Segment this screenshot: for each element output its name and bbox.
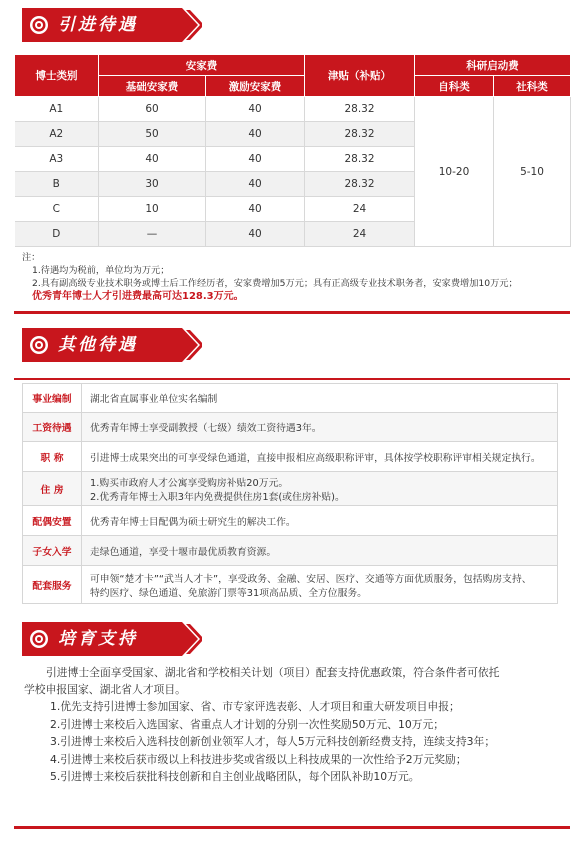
notes-label: 注： [22,252,41,263]
row-label: 住 房 [23,472,82,506]
row-value: 湖北省直属事业单位实名编制 [82,384,558,413]
cell-incentive: 40 [206,172,305,197]
header-research: 科研启动费 [415,55,571,76]
intro-line-2: 学校申报国家、湖北省人才项目。 [24,683,186,696]
cell-research-soc: 5-10 [494,97,571,247]
cell-category: D [15,222,99,247]
row-label: 职 称 [23,442,82,472]
row-value: 走绿色通道，享受十堰市最优质教育资源。 [82,536,558,566]
header-settle-incentive: 激励安家费 [206,76,305,97]
cell-incentive: 40 [206,122,305,147]
cell-basic: 40 [99,147,206,172]
notes-highlight: 优秀青年博士人才引进费最高可达128.3万元。 [32,291,244,302]
cell-category: A3 [15,147,99,172]
cell-category: A2 [15,122,99,147]
cell-basic: 50 [99,122,206,147]
section-divider [14,378,570,380]
cell-basic: 10 [99,197,206,222]
table-row [15,97,571,122]
row-value-line: 特约医疗、绿色通道、免旅游门票等31项高品质、全方位服务。 [90,587,367,599]
table-row [23,442,558,472]
cell-incentive: 40 [206,147,305,172]
table-row [23,566,558,604]
notes-line-2: 2.具有副高级专业技术职务或博士后工作经历者，安家费增加5万元；具有正高级专业技术职务者，安家费增加10万元； [32,278,518,289]
cell-allowance: 24 [305,197,415,222]
gear-icon [28,14,50,36]
other-benefits-table [22,383,558,604]
header-allowance: 津贴（补贴） [305,55,415,97]
section-banner-support [22,622,202,656]
section-title: 其他待遇 [58,335,138,355]
cell-basic: 60 [99,97,206,122]
list-item: 4.引进博士来校后获市级以上科技进步奖或省级以上科技成果的一次性给予2万元奖励； [50,752,467,766]
cell-allowance: 28.32 [305,147,415,172]
header-research-soc: 社科类 [494,76,571,97]
row-value-line: 2.优秀青年博士入职3年内免费提供住房1套(或住房补贴)。 [90,491,345,503]
table-row [23,472,558,506]
row-label: 配套服务 [23,566,82,604]
support-content [24,664,560,786]
cell-incentive: 40 [206,197,305,222]
section-banner-other [22,328,202,362]
benefits-table [14,54,571,247]
cell-allowance: 28.32 [305,122,415,147]
list-item: 1.优先支持引进博士参加国家、省、市专家评选表彰、人才项目和重大研发项目申报； [50,700,460,713]
cell-category: A1 [15,97,99,122]
table-row [23,536,558,566]
row-label: 子女入学 [23,536,82,566]
cell-incentive: 40 [206,222,305,247]
row-label: 配偶安置 [23,506,82,536]
header-settle: 安家费 [99,55,305,76]
header-research-sci: 自科类 [415,76,494,97]
cell-incentive: 40 [206,97,305,122]
cell-category: B [15,172,99,197]
section-divider [14,311,570,314]
row-value [82,566,558,604]
row-value: 引进博士成果突出的可享受绿色通道，直接申报相应高级职称评审，具体按学校职称评审相关规定执行。 [82,442,558,472]
header-category: 博士类别 [15,55,99,97]
table-row [23,384,558,413]
header-settle-basic: 基础安家费 [99,76,206,97]
cell-category: C [15,197,99,222]
cell-research-sci: 10-20 [415,97,494,247]
cell-basic: — [99,222,206,247]
cell-allowance: 28.32 [305,97,415,122]
cell-allowance: 28.32 [305,172,415,197]
table-row [23,413,558,442]
intro-line-1: 引进博士全面享受国家、湖北省和学校相关计划（项目）配套支持优惠政策，符合条件者可依托 [46,666,500,679]
row-value: 优秀青年博士目配偶为硕士研究生的解决工作。 [82,506,558,536]
gear-icon [28,628,50,650]
gear-icon [28,334,50,356]
table-row [23,506,558,536]
bottom-divider [14,826,570,829]
list-item: 2.引进博士来校后入选国家、省重点人才计划的分别一次性奖励50万元、10万元； [50,717,445,731]
section-title: 引进待遇 [58,15,138,35]
row-label: 工资待遇 [23,413,82,442]
list-item: 3.引进博士来校后入选科技创新创业领军人才，每人5万元科技创新经费支持，连续支持3年； [50,735,496,748]
row-value [82,472,558,506]
row-value: 优秀青年博士享受副教授（七级）绩效工资待遇3年。 [82,413,558,442]
row-value-line: 可申领“楚才卡”“武当人才卡”，享受政务、金融、安居、医疗、交通等方面优质服务，包括购房支持、 [90,573,532,585]
row-label: 事业编制 [23,384,82,413]
section-banner-benefits [22,8,202,42]
notes [22,251,578,303]
cell-basic: 30 [99,172,206,197]
cell-allowance: 24 [305,222,415,247]
list-item: 5.引进博士来校后获批科技创新和自主创业战略团队，每个团队补助10万元。 [50,770,420,783]
section-title: 培育支持 [58,629,138,649]
row-value-line: 1.购买市政府人才公寓享受购房补贴20万元。 [90,477,289,489]
notes-line-1: 1.待遇均为税前，单位均为万元； [32,265,170,276]
